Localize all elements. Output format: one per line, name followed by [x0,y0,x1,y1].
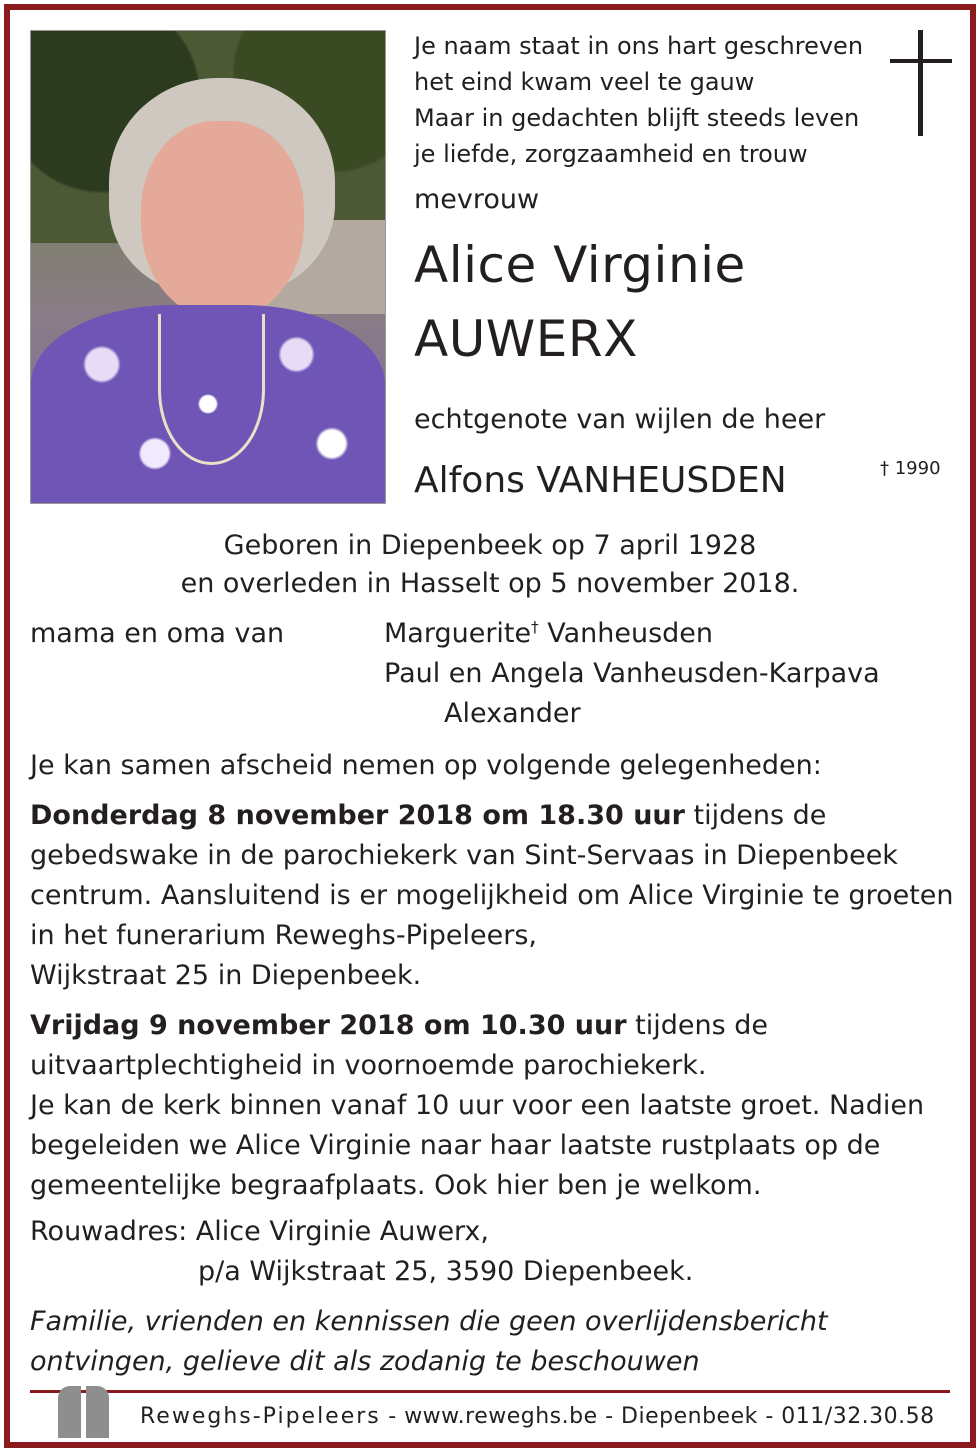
closing-note: Familie, vrienden en kennissen die geen overlijdensbericht ontvingen, gelieve dit als zodanig te beschouwen [30,1306,828,1377]
funeral-datetime: Vrijdag 9 november 2018 om 10.30 uur [30,1010,627,1041]
wake-details: tijdens de gebedswake in de parochiekerk van Sint-Servaas in Diepenbeek centrum. Aansluitend is er mogelijkheid om Alice Virginie te groeten in het funerarium Reweghs-Pipeleers, [30,800,954,951]
ceremony-intro: Je kan samen afscheid nemen op volgende gelegenheden: [30,750,822,781]
deceased-surname: AUWERX [414,310,638,368]
footer-contact: - www.reweghs.be - Diepenbeek - 011/32.30.58 [380,1404,935,1429]
child-1-first: Marguerite [384,618,532,649]
poem-line: het eind kwam veel te gauw [414,68,755,96]
cross-icon [890,30,952,138]
funeral-details: tijdens de uitvaartplechtigheid in voornoemde parochiekerk. [30,1010,768,1081]
birth-line: Geboren in Diepenbeek op 7 april 1928 [223,530,757,561]
funeral-home-logo-icon [58,1386,114,1438]
child-1 [384,618,713,649]
footer-brand: Reweghs-Pipeleers [140,1404,381,1429]
spouse-name: Alfons VANHEUSDEN [414,460,787,501]
portrait-photo [30,30,386,504]
honorific: mevrouw [414,184,540,215]
poem [414,28,884,172]
spouse-label: echtgenote van wijlen de heer [414,404,826,435]
funeral-extra: Je kan de kerk binnen vanaf 10 uur voor een laatste groet. Nadien begeleiden we Alice Virginie naar haar laatste rustplaats op de gemeentelijke begraafplaats. Ook hier ben je welkom. [30,1090,925,1201]
wake-address: Wijkstraat 25 in Diepenbeek. [30,960,422,991]
deceased-mark: † [531,618,539,636]
mourning-address-line1: Rouwadres: Alice Virginie Auwerx, [30,1216,489,1247]
footer [140,1404,935,1429]
deceased-first-names: Alice Virginie [414,236,746,294]
child-2: Paul en Angela Vanheusden-Karpava [384,658,880,689]
death-line: en overleden in Hasselt op 5 november 2018. [180,568,800,599]
funeral-paragraph [30,1006,960,1206]
wake-paragraph [30,796,960,996]
wake-datetime: Donderdag 8 november 2018 om 18.30 uur [30,800,685,831]
mourning-address-line2: p/a Wijkstraat 25, 3590 Diepenbeek. [198,1256,694,1287]
grandchild: Alexander [444,698,581,729]
poem-line: je liefde, zorgzaamheid en trouw [414,140,808,168]
child-1-last: Vanheusden [538,618,714,649]
poem-line: Maar in gedachten blijft steeds leven [414,104,860,132]
poem-line: Je naam staat in ons hart geschreven [414,32,864,60]
footer-divider [30,1390,950,1393]
family-label: mama en oma van [30,618,285,649]
spouse-death-year: † 1990 [880,458,941,479]
